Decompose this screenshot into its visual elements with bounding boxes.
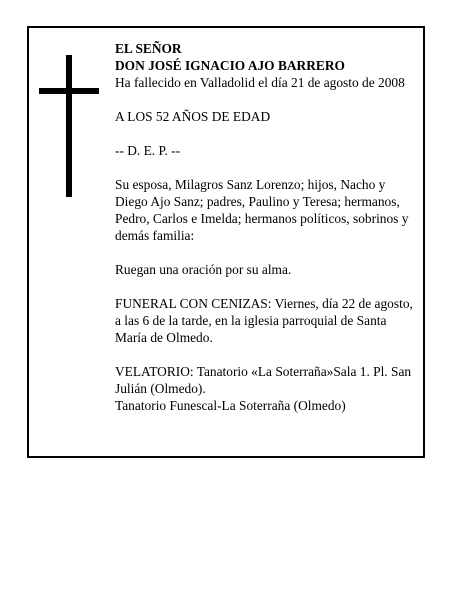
deceased-name: DON JOSÉ IGNACIO AJO BARRERO (115, 58, 345, 73)
cross-icon (39, 55, 99, 201)
prayer-line: Ruegan una oración por su alma. (115, 262, 292, 277)
funeral-paragraph: FUNERAL CON CENIZAS: Viernes, día 22 de agosto, a las 6 de la tarde, en la iglesia parroquial de Santa María de Olmedo. (115, 296, 413, 345)
title-honorific: EL SEÑOR (115, 41, 182, 56)
cross-horizontal-bar (39, 88, 99, 94)
obituary-text (115, 40, 421, 414)
obituary-card (27, 26, 425, 458)
cross-vertical-bar (66, 55, 72, 197)
death-info: Ha fallecido en Valladolid el día 21 de agosto de 2008 (115, 75, 405, 90)
wake-paragraph: VELATORIO: Tanatorio «La Soterraña»Sala 1. Pl. San Julián (Olmedo). (115, 364, 412, 396)
funeral-home-line: Tanatorio Funescal-La Soterraña (Olmedo) (115, 398, 346, 413)
age-line: A LOS 52 AÑOS DE EDAD (115, 109, 271, 124)
dep-line: -- D. E. P. -- (115, 143, 181, 158)
family-paragraph: Su esposa, Milagros Sanz Lorenzo; hijos, Nacho y Diego Ajo Sanz; padres, Paulino y Teresa; hermanos, Pedro, Carlos e Imelda; hermanos políticos, sobrinos y demás familia: (115, 177, 409, 243)
